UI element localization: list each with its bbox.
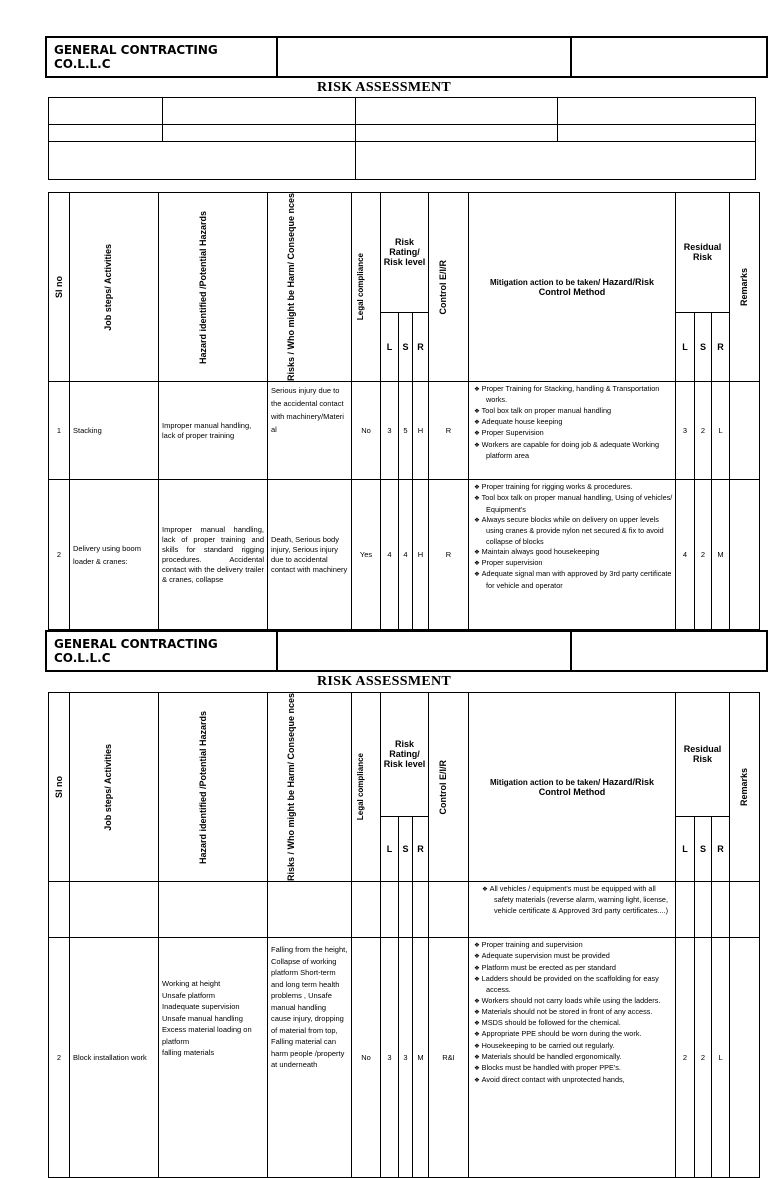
cell-sl: 2 — [49, 938, 70, 1178]
cell-res-s: 2 — [695, 382, 712, 480]
company-name: GENERAL CONTRACTING CO.L.L.C — [46, 631, 277, 671]
cell-res-r: L — [712, 938, 730, 1178]
list-item: ❖ All vehicles / equipment's must be equipped with all safety materials (reverse alarm, warning light, license, vehicle certificate & Approved 3rd party certificates....) — [482, 884, 673, 916]
cell-l: 3 — [381, 382, 399, 480]
list-item: ❖ Tool box talk on proper manual handling — [474, 406, 673, 417]
cell-r — [413, 882, 429, 938]
col-header-res-s: S — [695, 816, 712, 881]
cell-res-s: 2 — [695, 480, 712, 630]
cell-s: 3 — [399, 938, 413, 1178]
cell-res-l: 4 — [676, 480, 695, 630]
header-box-2 — [45, 630, 768, 672]
cell-legal — [352, 882, 381, 938]
cell-r: H — [413, 480, 429, 630]
cell-job: Block installation work — [70, 938, 159, 1178]
cell-risks: Death, Serious body injury, Serious injury due to accidental contact with machinery — [268, 480, 352, 630]
col-header-sl: Sl no — [49, 193, 70, 382]
cell-job: Delivery using boom loader & cranes: — [70, 480, 159, 630]
col-header-legal: Legal compliance — [352, 193, 381, 382]
cell-sl — [49, 882, 70, 938]
list-item: ❖ Avoid direct contact with unprotected hands, — [474, 1075, 673, 1086]
info-cell — [49, 125, 163, 142]
company-name: GENERAL CONTRACTING CO.L.L.C — [46, 37, 277, 77]
col-header-hazard: Hazard identified /Potential Hazards — [159, 693, 268, 882]
cell-control — [429, 882, 469, 938]
info-cell — [356, 125, 558, 142]
list-item: ❖ Proper training for rigging works & procedures. — [474, 482, 673, 493]
cell-risks: Falling from the height, Collapse of working platform Short-term and long term health problems , Unsafe manual handling cause injury, dropping of material from top, Falling material can harm people /property at underneath — [268, 938, 352, 1178]
cell-r: H — [413, 382, 429, 480]
list-item: ❖ Maintain always good housekeeping — [474, 547, 673, 558]
col-header-res-r: R — [712, 312, 730, 381]
cell-sl: 2 — [49, 480, 70, 630]
col-header-risks: Risks / Who might be Harm/ Conseque nces — [268, 193, 352, 382]
list-item: ❖ Workers should not carry loads while using the ladders. — [474, 996, 673, 1007]
col-header-l: L — [381, 312, 399, 381]
list-item: ❖ Always secure blocks while on delivery on upper levels using cranes & provide nylon net secured & fix to avoid collapse of blocks — [474, 515, 673, 547]
cell-res-r — [712, 882, 730, 938]
cell-res-l: 3 — [676, 382, 695, 480]
cell-l: 4 — [381, 480, 399, 630]
list-item: ❖ Workers are capable for doing job & adequate Working platform area — [474, 440, 673, 462]
cell-s: 5 — [399, 382, 413, 480]
col-header-job: Job steps/ Activities — [70, 693, 159, 882]
list-item: ❖ Proper training and supervision — [474, 940, 673, 951]
cell-legal: No — [352, 938, 381, 1178]
cell-control: R — [429, 382, 469, 480]
cell-remarks — [730, 882, 760, 938]
col-header-sl: Sl no — [49, 693, 70, 882]
col-header-s: S — [399, 816, 413, 881]
hazard-line: Working at height — [162, 979, 221, 989]
col-header-mitigation: Mitigation action to be taken/ Hazard/Risk Control Method — [469, 693, 676, 882]
cell-res-s: 2 — [695, 938, 712, 1178]
list-item: ❖ Housekeeping to be carried out regularly. — [474, 1041, 673, 1052]
col-header-risks: Risks / Who might be Harm/ Conseque nces — [268, 693, 352, 882]
table-row — [49, 480, 760, 630]
cell-s — [399, 882, 413, 938]
header-blank-cell — [277, 631, 571, 671]
info-cell — [356, 98, 558, 125]
cell-l: 3 — [381, 938, 399, 1178]
hazard-line: falling materials — [162, 1048, 215, 1058]
header-blank-cell — [277, 37, 571, 77]
list-item: ❖ Proper supervision — [474, 558, 673, 569]
col-header-l: L — [381, 816, 399, 881]
col-header-remarks: Remarks — [730, 693, 760, 882]
header-blank-cell — [571, 631, 767, 671]
cell-job — [70, 882, 159, 938]
cell-l — [381, 882, 399, 938]
cell-control: R&I — [429, 938, 469, 1178]
cell-res-r: M — [712, 480, 730, 630]
col-header-mitigation: Mitigation action to be taken/ Hazard/Risk Control Method — [469, 193, 676, 382]
list-item: ❖ Appropriate PPE should be worn during the work. — [474, 1029, 673, 1040]
list-item: ❖ Tool box talk on proper manual handling, Using of vehicles/ Equipment's — [474, 493, 673, 515]
col-header-res-l: L — [676, 816, 695, 881]
cell-legal: Yes — [352, 480, 381, 630]
cell-res-s — [695, 882, 712, 938]
cell-res-r: L — [712, 382, 730, 480]
info-cell — [163, 98, 356, 125]
list-item: ❖ Proper Training for Stacking, handling & Transportation works. — [474, 384, 673, 406]
cell-mitigation — [469, 938, 676, 1178]
cell-hazard: Improper manual handling, lack of proper training and skills for standard rigging procedures. Accidental contact with the delivery trailer & cranes, collapse — [159, 480, 268, 630]
col-header-remarks: Remarks — [730, 193, 760, 382]
list-item: ❖ Materials should not be stored in front of any access. — [474, 1007, 673, 1018]
cell-r: M — [413, 938, 429, 1178]
col-header-res-s: S — [695, 312, 712, 381]
list-item: ❖ Adequate house keeping — [474, 417, 673, 428]
info-cell — [558, 125, 756, 142]
info-cell — [356, 142, 756, 180]
col-header-control: Control E/I/R — [429, 193, 469, 382]
cell-res-l — [676, 882, 695, 938]
col-header-rating: Risk Rating/ Risk level — [381, 193, 429, 313]
cell-sl: 1 — [49, 382, 70, 480]
col-header-job: Job steps/ Activities — [70, 193, 159, 382]
risk-table-1 — [48, 192, 760, 630]
cell-mitigation — [469, 480, 676, 630]
cell-remarks — [730, 480, 760, 630]
col-header-res-l: L — [676, 312, 695, 381]
col-header-r: R — [413, 312, 429, 381]
table-row — [49, 382, 760, 480]
header-blank-cell — [571, 37, 767, 77]
risk-table-2 — [48, 692, 760, 1178]
list-item: ❖ Adequate supervision must be provided — [474, 951, 673, 962]
table-row — [49, 882, 760, 938]
col-header-residual: Residual Risk — [676, 193, 730, 313]
cell-mitigation — [469, 382, 676, 480]
cell-mitigation — [469, 882, 676, 938]
list-item: ❖ Adequate signal man with approved by 3rd party certificate for vehicle and operator — [474, 569, 673, 591]
table-row — [49, 938, 760, 1178]
col-header-res-r: R — [712, 816, 730, 881]
page-title: RISK ASSESSMENT — [316, 674, 452, 689]
hazard-line: Unsafe platform — [162, 990, 215, 1000]
page-title: RISK ASSESSMENT — [316, 80, 452, 95]
col-header-hazard: Hazard identified /Potential Hazards — [159, 193, 268, 382]
col-header-legal: Legal compliance — [352, 693, 381, 882]
info-grid — [48, 97, 756, 180]
list-item: ❖ Ladders should be provided on the scaffolding for easy access. — [474, 974, 673, 996]
hazard-line: Excess material loading on platform — [162, 1025, 252, 1046]
list-item: ❖ MSDS should be followed for the chemical. — [474, 1018, 673, 1029]
col-header-residual: Residual Risk — [676, 693, 730, 817]
list-item: ❖ Platform must be erected as per standard — [474, 963, 673, 974]
list-item: ❖ Proper Supervision — [474, 428, 673, 439]
cell-res-l: 2 — [676, 938, 695, 1178]
info-cell — [49, 98, 163, 125]
cell-hazard: Improper manual handling, lack of proper training — [159, 382, 268, 480]
list-item: ❖ Blocks must be handled with proper PPE's. — [474, 1063, 673, 1074]
col-header-r: R — [413, 816, 429, 881]
col-header-control: Control E/I/R — [429, 693, 469, 882]
cell-s: 4 — [399, 480, 413, 630]
col-header-s: S — [399, 312, 413, 381]
hazard-line: Unsafe manual handling — [162, 1013, 243, 1023]
cell-hazard — [159, 938, 268, 1178]
cell-legal: No — [352, 382, 381, 480]
col-header-rating: Risk Rating/ Risk level — [381, 693, 429, 817]
cell-risks: Serious injury due to the accidental contact with machinery/Materi al — [268, 382, 352, 480]
info-cell — [558, 98, 756, 125]
cell-remarks — [730, 382, 760, 480]
list-item: ❖ Materials should be handled ergonomically. — [474, 1052, 673, 1063]
hazard-line: Inadequate supervision — [162, 1002, 240, 1012]
cell-remarks — [730, 938, 760, 1178]
cell-risks — [268, 882, 352, 938]
header-box-1 — [45, 36, 768, 78]
cell-control: R — [429, 480, 469, 630]
info-cell — [163, 125, 356, 142]
info-cell — [49, 142, 356, 180]
cell-hazard — [159, 882, 268, 938]
cell-job: Stacking — [70, 382, 159, 480]
